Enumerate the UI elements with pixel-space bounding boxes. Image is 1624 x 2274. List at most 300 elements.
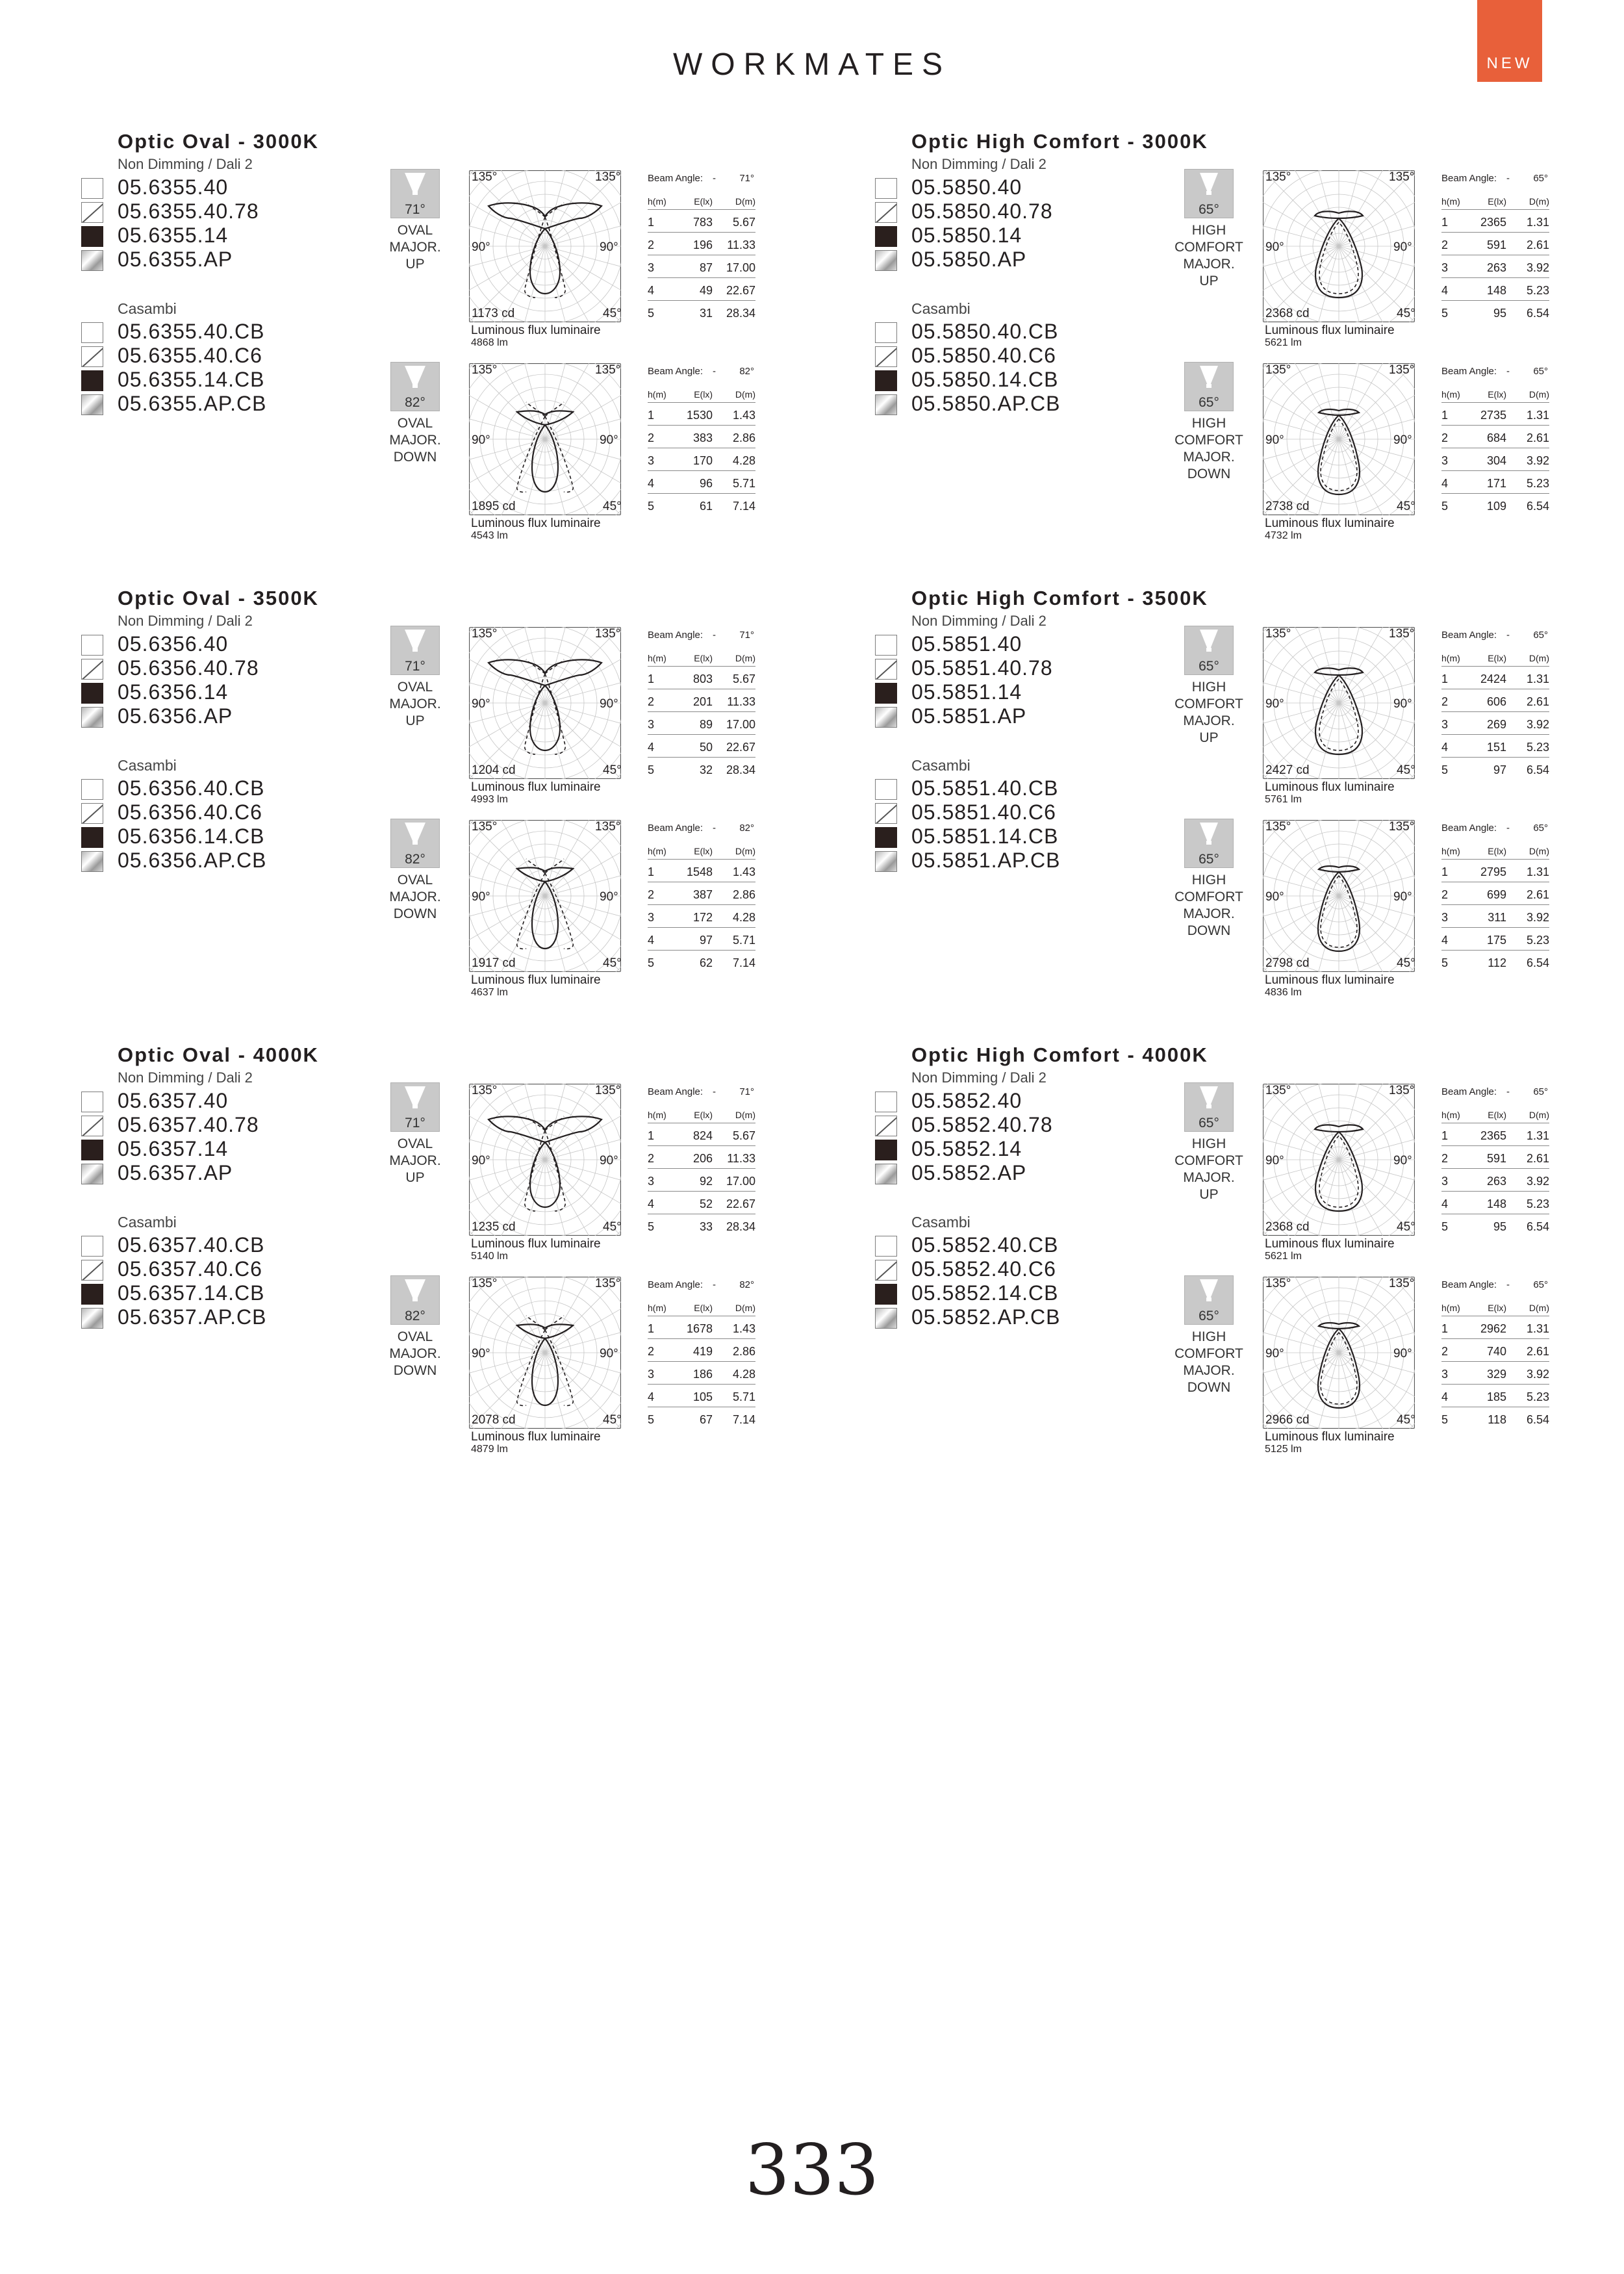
col-diameter-header: D(m) (1529, 1303, 1549, 1313)
beam-source (412, 1297, 418, 1301)
height-cell: 1 (648, 1129, 655, 1142)
illuminance-cell: 684 (1486, 431, 1506, 444)
polar-diagram (1263, 363, 1415, 515)
product-title: Optic Oval - 4000K (118, 1043, 319, 1066)
illuminance-cell: 2424 (1480, 672, 1506, 685)
table-row (648, 882, 755, 905)
casambi-code: 05.6355.14.CB (118, 368, 265, 391)
illuminance-cell: 49 (699, 284, 713, 297)
casambi-code: 05.5850.AP.CB (911, 392, 1061, 415)
product-code: 05.6355.AP (118, 248, 233, 271)
col-height-header: h(m) (648, 1303, 666, 1313)
grey-finish-swatch (875, 803, 897, 824)
illuminance-cell: 206 (692, 1152, 713, 1165)
product-code-row[interactable] (81, 199, 354, 224)
product-code-row[interactable] (81, 1113, 354, 1137)
product-subtitle: Non Dimming / Dali 2 (118, 156, 253, 172)
casambi-code-row[interactable] (81, 824, 354, 849)
illuminance-cell: 148 (1486, 284, 1506, 297)
table-row (648, 426, 755, 448)
table-row (1441, 758, 1549, 780)
casambi-code-row[interactable] (81, 320, 354, 344)
polar-diagram (1263, 1084, 1415, 1236)
luminous-flux-value: 4993 lm (471, 794, 508, 805)
diameter-cell: 5.23 (1526, 1197, 1549, 1210)
beam-angle-dash: - (713, 1086, 716, 1097)
white-finish-swatch (875, 635, 897, 656)
casambi-code-row[interactable] (875, 368, 1148, 392)
illuminance-cell: 95 (1493, 307, 1506, 320)
product-code-row[interactable] (81, 248, 354, 272)
product-code-row[interactable] (81, 704, 354, 728)
angle-135-left-label: 135° (1265, 627, 1291, 641)
col-height-header: h(m) (648, 846, 666, 856)
beam-angle-value: 65° (1533, 823, 1548, 834)
product-code-row[interactable] (81, 656, 354, 680)
table-row (1441, 951, 1549, 973)
optic-label-line: UP (405, 1170, 425, 1185)
polar-diagram (469, 1277, 621, 1429)
product-code-row[interactable] (81, 1089, 354, 1113)
black-finish-swatch (875, 1140, 897, 1160)
angle-135-left-label: 135° (472, 1084, 498, 1097)
luminous-flux-label: Luminous flux luminaire (1265, 324, 1395, 337)
height-cell: 4 (648, 934, 655, 947)
angle-45-label: 45° (603, 1220, 622, 1234)
casambi-code: 05.5850.40.CB (911, 320, 1059, 343)
beam-angle-label: Beam Angle: (648, 823, 704, 834)
product-code-row[interactable] (81, 680, 354, 704)
angle-135-left-label: 135° (1265, 170, 1291, 184)
height-cell: 5 (1441, 307, 1449, 320)
white-finish-swatch (81, 779, 103, 800)
casambi-code-row[interactable] (875, 776, 1148, 800)
angle-135-left-label: 135° (1265, 820, 1291, 834)
illuminance-cell: 50 (699, 741, 713, 754)
table-row (648, 1123, 755, 1146)
grey-finish-swatch (81, 1116, 103, 1136)
casambi-code-row[interactable] (81, 1233, 354, 1257)
product-code: 05.5852.40 (911, 1089, 1022, 1112)
height-cell: 4 (1441, 1390, 1449, 1403)
casambi-code: 05.6356.40.C6 (118, 800, 262, 824)
product-code-row[interactable] (81, 1137, 354, 1161)
height-cell: 5 (1441, 500, 1449, 513)
white-finish-swatch (81, 635, 103, 656)
casambi-code-row[interactable] (81, 368, 354, 392)
beam-angle-dash: - (1506, 366, 1510, 377)
table-row (1441, 667, 1549, 689)
illuminance-cell: 112 (1488, 956, 1506, 969)
casambi-code: 05.6356.14.CB (118, 824, 265, 848)
product-code: 05.5851.14 (911, 680, 1022, 704)
height-cell: 1 (648, 672, 655, 685)
black-finish-swatch (81, 370, 103, 391)
beam-angle-label: Beam Angle: (1441, 1279, 1497, 1290)
optic-angle: 71° (405, 659, 425, 674)
product-code-row[interactable] (875, 224, 1148, 248)
casambi-label: Casambi (118, 1214, 177, 1231)
diameter-cell: 2.86 (732, 431, 755, 444)
photometric-down (1174, 819, 1624, 1014)
height-cell: 1 (1441, 865, 1449, 878)
table-row (1441, 471, 1549, 494)
diameter-cell: 11.33 (727, 1152, 755, 1165)
casambi-code: 05.5851.40.C6 (911, 800, 1056, 824)
height-cell: 1 (648, 865, 655, 878)
chrome-finish-swatch (81, 1308, 103, 1329)
optic-label-line: MAJOR. (389, 696, 441, 711)
col-illuminance-header: E(lx) (694, 653, 713, 663)
product-code: 05.5851.40.78 (911, 656, 1053, 680)
col-diameter-header: D(m) (735, 196, 755, 207)
casambi-code-row[interactable] (81, 849, 354, 873)
angle-45-label: 45° (1397, 956, 1415, 970)
product-subtitle: Non Dimming / Dali 2 (911, 613, 1047, 629)
casambi-code-list (81, 1233, 354, 1329)
angle-90-left-label: 90° (1265, 1347, 1284, 1361)
angle-45-label: 45° (1397, 500, 1415, 513)
table-row (648, 1339, 755, 1362)
table-row (648, 735, 755, 758)
diameter-cell: 7.14 (732, 1413, 755, 1426)
height-cell: 1 (1441, 216, 1449, 229)
product-code: 05.5851.AP (911, 704, 1027, 728)
product-code-row[interactable] (81, 224, 354, 248)
col-height-header: h(m) (1441, 196, 1460, 207)
illuminance-cell: 387 (692, 888, 713, 901)
photometric-up (390, 1082, 832, 1277)
diameter-cell: 5.71 (732, 1390, 755, 1403)
col-height-header: h(m) (648, 1110, 666, 1120)
product-code-row[interactable] (875, 656, 1148, 680)
diameter-cell: 2.61 (1526, 238, 1549, 251)
beam-angle-dash: - (1506, 173, 1510, 184)
luminous-flux-label: Luminous flux luminaire (471, 780, 601, 794)
polar-diagram (1263, 627, 1415, 779)
beam-angle-value: 82° (739, 1279, 754, 1290)
col-illuminance-header: E(lx) (1488, 1110, 1506, 1120)
optic-label-line: HIGH (1191, 416, 1226, 431)
casambi-label: Casambi (911, 757, 971, 774)
illuminance-table (648, 649, 755, 780)
diameter-cell: 5.23 (1526, 1390, 1549, 1403)
height-cell: 3 (1441, 261, 1449, 274)
angle-90-right-label: 90° (600, 433, 618, 447)
optic-label-line: MAJOR. (389, 1346, 441, 1361)
casambi-code-row[interactable] (81, 1305, 354, 1329)
illuminance-cell: 311 (1488, 911, 1506, 924)
table-row (1441, 1362, 1549, 1385)
diameter-cell: 2.61 (1526, 1345, 1549, 1358)
beam-source (412, 191, 418, 195)
photometric-up (1174, 1082, 1624, 1277)
illuminance-cell: 329 (1486, 1368, 1506, 1381)
luminous-flux-label: Luminous flux luminaire (1265, 780, 1395, 794)
table-row (648, 1192, 755, 1214)
diameter-cell: 5.23 (1526, 477, 1549, 490)
polar-diagram (469, 170, 621, 322)
optic-label-line: COMFORT (1174, 240, 1243, 255)
beam-source (1206, 1297, 1212, 1301)
luminous-flux-label: Luminous flux luminaire (471, 1430, 601, 1444)
illuminance-cell: 304 (1486, 454, 1506, 467)
diameter-cell: 1.31 (1526, 409, 1549, 422)
product-code: 05.6356.AP (118, 704, 233, 728)
casambi-label: Casambi (118, 757, 177, 774)
angle-90-right-label: 90° (600, 1347, 618, 1361)
casambi-code-row[interactable] (875, 1233, 1148, 1257)
diameter-cell: 2.61 (1526, 695, 1549, 708)
table-row (1441, 1385, 1549, 1407)
angle-135-right-label: 135° (595, 1277, 621, 1290)
casambi-code-row[interactable] (875, 320, 1148, 344)
illuminance-table (1441, 192, 1549, 323)
luminous-flux-value: 4543 lm (471, 530, 508, 541)
product-title: Optic Oval - 3500K (118, 587, 319, 609)
polar-diagram (1263, 170, 1415, 322)
product-code-row[interactable] (81, 1161, 354, 1185)
casambi-code-row[interactable] (875, 1281, 1148, 1305)
casambi-code-list (875, 320, 1148, 416)
beam-angle-label: Beam Angle: (648, 1279, 704, 1290)
height-cell: 2 (1441, 431, 1449, 444)
product-code-row[interactable] (875, 1161, 1148, 1185)
angle-135-right-label: 135° (595, 1084, 621, 1097)
casambi-code: 05.6357.14.CB (118, 1281, 265, 1305)
illuminance-cell: 92 (699, 1175, 713, 1188)
grey-finish-swatch (81, 659, 103, 680)
illuminance-cell: 263 (1486, 261, 1506, 274)
angle-135-right-label: 135° (595, 820, 621, 834)
beam-angle-value: 65° (1533, 1279, 1548, 1290)
illuminance-cell: 118 (1488, 1413, 1506, 1426)
casambi-code-row[interactable] (875, 1257, 1148, 1281)
product-code-row[interactable] (875, 199, 1148, 224)
casambi-code-row[interactable] (875, 1305, 1148, 1329)
product-title: Optic High Comfort - 4000K (911, 1043, 1208, 1066)
col-diameter-header: D(m) (735, 653, 755, 663)
optic-angle: 82° (405, 395, 425, 410)
luminous-flux-label: Luminous flux luminaire (471, 973, 601, 987)
illuminance-cell: 419 (692, 1345, 713, 1358)
height-cell: 3 (648, 718, 655, 731)
height-cell: 3 (1441, 911, 1449, 924)
illuminance-cell: 96 (699, 477, 713, 490)
angle-135-right-label: 135° (595, 170, 621, 184)
beam-angle-value: 71° (739, 630, 754, 641)
chrome-finish-swatch (81, 250, 103, 271)
col-diameter-header: D(m) (735, 1110, 755, 1120)
height-cell: 5 (648, 500, 655, 513)
table-row (1441, 928, 1549, 951)
angle-90-right-label: 90° (1393, 1154, 1412, 1168)
product-code: 05.5850.40 (911, 175, 1022, 199)
code-list (875, 632, 1148, 728)
table-row (1441, 1407, 1549, 1429)
luminous-flux-value: 5621 lm (1265, 337, 1302, 348)
col-diameter-header: D(m) (1529, 196, 1549, 207)
product-code-row[interactable] (875, 1089, 1148, 1113)
optic-label-line: MAJOR. (389, 433, 441, 448)
beam-source (412, 384, 418, 388)
table-row (648, 301, 755, 323)
diameter-cell: 1.43 (732, 1322, 755, 1335)
casambi-code-row[interactable] (875, 392, 1148, 416)
illuminance-cell: 62 (699, 956, 713, 969)
optic-angle: 65° (1199, 395, 1219, 410)
casambi-code-row[interactable] (81, 776, 354, 800)
grey-finish-swatch (81, 346, 103, 367)
height-cell: 5 (648, 1220, 655, 1233)
optic-label-line: DOWN (1187, 466, 1231, 481)
grey-finish-swatch (81, 202, 103, 223)
height-cell: 4 (648, 1390, 655, 1403)
beam-angle-label: Beam Angle: (648, 1086, 704, 1097)
product-code: 05.6356.40 (118, 632, 229, 656)
illuminance-table (1441, 1299, 1549, 1429)
casambi-code-row[interactable] (81, 344, 354, 368)
diameter-cell: 5.67 (732, 216, 755, 229)
col-height-header: h(m) (648, 389, 666, 400)
height-cell: 3 (648, 911, 655, 924)
table-row (1441, 1169, 1549, 1192)
height-cell: 1 (1441, 1129, 1449, 1142)
casambi-code-row[interactable] (875, 849, 1148, 873)
chrome-finish-swatch (875, 394, 897, 415)
chrome-finish-swatch (81, 1164, 103, 1184)
casambi-code-row[interactable] (875, 800, 1148, 824)
illuminance-cell: 185 (1486, 1390, 1506, 1403)
diameter-cell: 17.00 (726, 261, 755, 274)
page-number: 333 (744, 2130, 880, 2211)
diameter-cell: 3.92 (1526, 454, 1549, 467)
product-code-row[interactable] (875, 175, 1148, 199)
casambi-code: 05.5850.40.C6 (911, 344, 1056, 367)
product-subtitle: Non Dimming / Dali 2 (118, 1069, 253, 1086)
product-code-row[interactable] (875, 632, 1148, 656)
casambi-code-row[interactable] (875, 824, 1148, 849)
col-illuminance-header: E(lx) (1488, 1303, 1506, 1313)
height-cell: 1 (1441, 672, 1449, 685)
optic-angle: 82° (405, 852, 425, 867)
polar-diagram (1263, 820, 1415, 972)
casambi-code-row[interactable] (81, 1257, 354, 1281)
brand-title: WORKMATES (672, 47, 952, 82)
illuminance-cell: 97 (699, 934, 713, 947)
illuminance-cell: 591 (1486, 238, 1506, 251)
angle-135-left-label: 135° (1265, 1277, 1291, 1290)
diameter-cell: 6.54 (1526, 956, 1549, 969)
casambi-code: 05.5852.40.C6 (911, 1257, 1056, 1281)
diameter-cell: 17.00 (726, 1175, 755, 1188)
optic-angle: 71° (405, 202, 425, 217)
beam-angle-value: 65° (1533, 173, 1548, 184)
height-cell: 3 (1441, 1368, 1449, 1381)
optic-label-line: COMFORT (1174, 889, 1243, 904)
optic-angle: 65° (1199, 852, 1219, 867)
beam-angle-dash: - (1506, 823, 1510, 834)
product-subtitle: Non Dimming / Dali 2 (911, 156, 1047, 172)
product-code-row[interactable] (81, 632, 354, 656)
table-row (648, 210, 755, 233)
col-height-header: h(m) (648, 196, 666, 207)
optic-angle: 65° (1199, 1309, 1219, 1323)
table-row (648, 928, 755, 951)
table-row (648, 712, 755, 735)
illuminance-cell: 201 (692, 695, 713, 708)
product-block (911, 587, 1624, 1035)
angle-45-label: 45° (1397, 763, 1415, 777)
product-code: 05.6355.14 (118, 224, 229, 247)
grey-finish-swatch (875, 1260, 897, 1281)
diameter-cell: 28.34 (726, 1220, 755, 1233)
diameter-cell: 11.33 (727, 238, 755, 251)
code-list (875, 175, 1148, 272)
illuminance-cell: 31 (699, 307, 713, 320)
polar-diagram (469, 627, 621, 779)
height-cell: 1 (648, 409, 655, 422)
product-code-row[interactable] (875, 248, 1148, 272)
code-list (81, 632, 354, 728)
table-row (1441, 905, 1549, 928)
angle-90-right-label: 90° (1393, 433, 1412, 447)
table-header (1441, 649, 1549, 667)
candela-value: 1895 cd (472, 500, 516, 513)
beam-angle-value: 82° (739, 366, 754, 377)
product-title: Optic High Comfort - 3000K (911, 130, 1208, 153)
optic-angle: 65° (1199, 1116, 1219, 1131)
illuminance-cell: 803 (692, 672, 713, 685)
height-cell: 1 (1441, 1322, 1449, 1335)
table-row (648, 1214, 755, 1236)
illuminance-table (1441, 1106, 1549, 1236)
table-row (1441, 301, 1549, 323)
product-code-row[interactable] (875, 1113, 1148, 1137)
candela-value: 2368 cd (1265, 1220, 1310, 1234)
illuminance-table (648, 192, 755, 323)
casambi-code-row[interactable] (81, 392, 354, 416)
angle-90-left-label: 90° (472, 1347, 490, 1361)
casambi-code-row[interactable] (875, 344, 1148, 368)
col-height-header: h(m) (1441, 389, 1460, 400)
height-cell: 3 (1441, 454, 1449, 467)
product-code-row[interactable] (81, 175, 354, 199)
table-row (1441, 712, 1549, 735)
optic-label-line: DOWN (393, 906, 437, 921)
casambi-code-row[interactable] (81, 1281, 354, 1305)
product-code-row[interactable] (875, 704, 1148, 728)
product-code-row[interactable] (875, 680, 1148, 704)
illuminance-cell: 699 (1486, 888, 1506, 901)
col-height-header: h(m) (1441, 1110, 1460, 1120)
black-finish-swatch (875, 226, 897, 247)
table-row (1441, 1123, 1549, 1146)
casambi-code-row[interactable] (81, 800, 354, 824)
table-row (648, 494, 755, 516)
optic-label-line: DOWN (1187, 1380, 1231, 1395)
product-code-row[interactable] (875, 1137, 1148, 1161)
luminous-flux-value: 5140 lm (471, 1251, 508, 1262)
black-finish-swatch (81, 1284, 103, 1305)
photometric-down (390, 362, 832, 557)
illuminance-cell: 2365 (1480, 216, 1506, 229)
black-finish-swatch (81, 827, 103, 848)
diameter-cell: 28.34 (726, 307, 755, 320)
product-subtitle: Non Dimming / Dali 2 (118, 613, 253, 629)
optic-angle: 65° (1199, 202, 1219, 217)
table-row (648, 471, 755, 494)
